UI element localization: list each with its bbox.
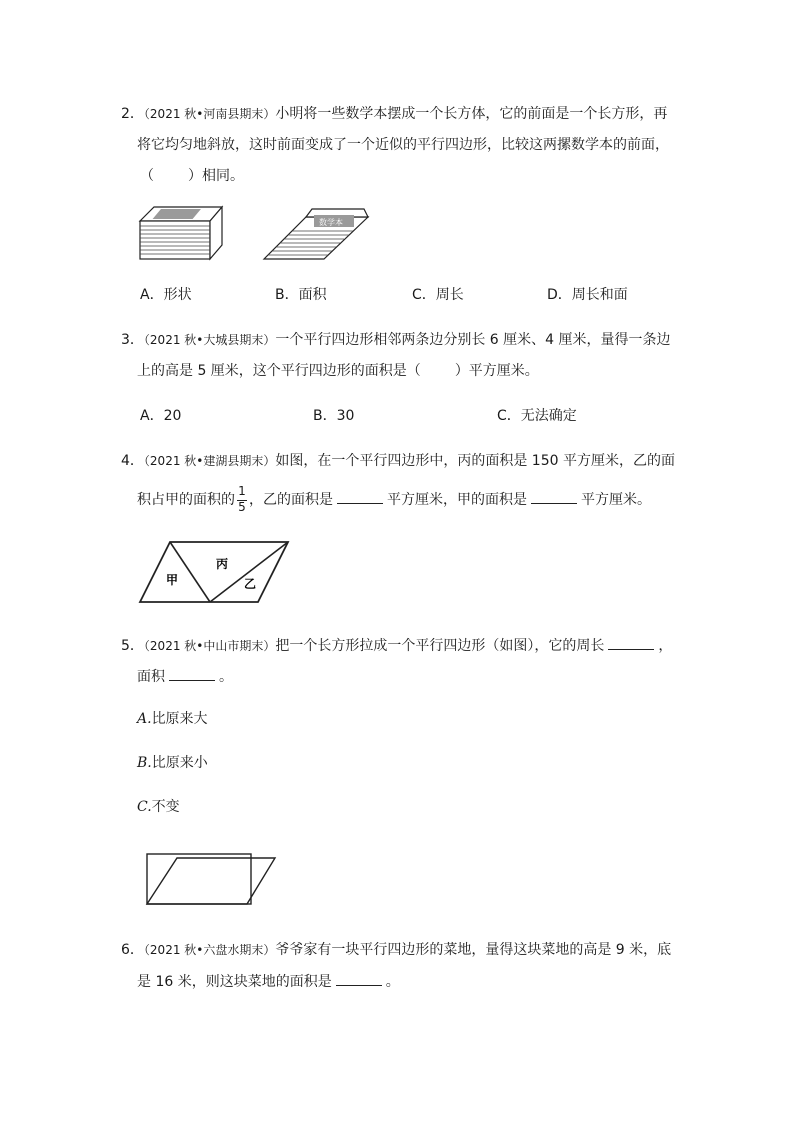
- q3-source: （2021 秋•大城县期末）: [143, 333, 276, 347]
- q5-option-c: C.不变: [137, 799, 180, 815]
- q5-line1: 5．（2021 秋•中山市期末）把一个长方形拉成一个平行四边形（如图），它的周长 ，: [121, 635, 672, 656]
- q2-number: 2．: [121, 106, 144, 122]
- q2-option-a: A．形状: [140, 287, 192, 303]
- q2-book-stacks-figure: [136, 203, 376, 263]
- q2-source: （2021 秋•河南县期末）: [143, 107, 276, 121]
- book-label: 数学本: [319, 218, 343, 227]
- q2-option-d: D．周长和面: [547, 287, 628, 303]
- q6-line1: [121, 940, 671, 960]
- q2-line2: 将它均匀地斜放，这时前面变成了一个近似的平行四边形，比较这两摞数学本的前面，: [137, 137, 669, 153]
- q4-line2: 积占甲的面积的 $\frac{1}{5}$ ，乙的面积是 平方厘米，甲的面积是 平方厘米。: [137, 484, 651, 514]
- q4-number: 4．: [121, 453, 144, 469]
- q2-line1: [121, 104, 667, 124]
- q4-text-1: 如图，在一个平行四边形中，丙的面积是 150 平方厘米，乙的面: [275, 453, 675, 469]
- q6-text-1: 爷爷家有一块平行四边形的菜地，量得这块菜地的高是 9 米，底: [275, 942, 672, 958]
- label-yi: 乙: [244, 577, 257, 591]
- q5-option-a: A.比原来大: [137, 711, 208, 727]
- q2-line3: （ ）相同。: [140, 168, 244, 184]
- q5-line2: 面积 。: [137, 666, 233, 687]
- answer-blank: [608, 635, 654, 650]
- q3-line2: 上的高是 5 厘米，这个平行四边形的面积是（ ）平方厘米。: [137, 363, 539, 379]
- answer-blank: [531, 489, 577, 504]
- q5-rectangle-parallelogram-figure: [143, 850, 283, 910]
- q5-option-b: B.比原来小: [137, 755, 208, 771]
- fraction-one-fifth: $\frac{1}{5}$: [238, 484, 246, 514]
- q3-text-1: 一个平行四边形相邻两条边分别长 6 厘米、4 厘米，量得一条边: [275, 332, 671, 348]
- label-bing: 丙: [216, 557, 229, 571]
- q4-parallelogram-figure: [138, 538, 298, 608]
- q2-option-b: B．面积: [275, 287, 327, 303]
- q5-number: 5．: [121, 638, 144, 654]
- q6-line2: 是 16 米，则这块菜地的面积是 。: [137, 971, 400, 992]
- q3-option-c: C．无法确定: [497, 408, 577, 424]
- q3-option-a: A．20: [140, 408, 182, 424]
- q5-text-1: 把一个长方形拉成一个平行四边形（如图），它的周长: [275, 638, 605, 654]
- q6-source: （2021 秋•六盘水期末）: [143, 943, 276, 957]
- q4-source: （2021 秋•建湖县期末）: [143, 454, 276, 468]
- q6-number: 6．: [121, 942, 144, 958]
- q3-line1: [121, 330, 671, 350]
- answer-blank: [337, 489, 383, 504]
- q5-source: （2021 秋•中山市期末）: [143, 639, 276, 653]
- q3-number: 3．: [121, 332, 144, 348]
- q2-text-1: 小明将一些数学本摆成一个长方体，它的前面是一个长方形，再: [275, 106, 668, 122]
- label-jia: 甲: [166, 573, 179, 587]
- answer-blank: [169, 666, 215, 681]
- q4-line1: [121, 451, 675, 471]
- q2-option-c: C．周长: [412, 287, 464, 303]
- answer-blank: [336, 971, 382, 986]
- q3-option-b: B．30: [313, 408, 355, 424]
